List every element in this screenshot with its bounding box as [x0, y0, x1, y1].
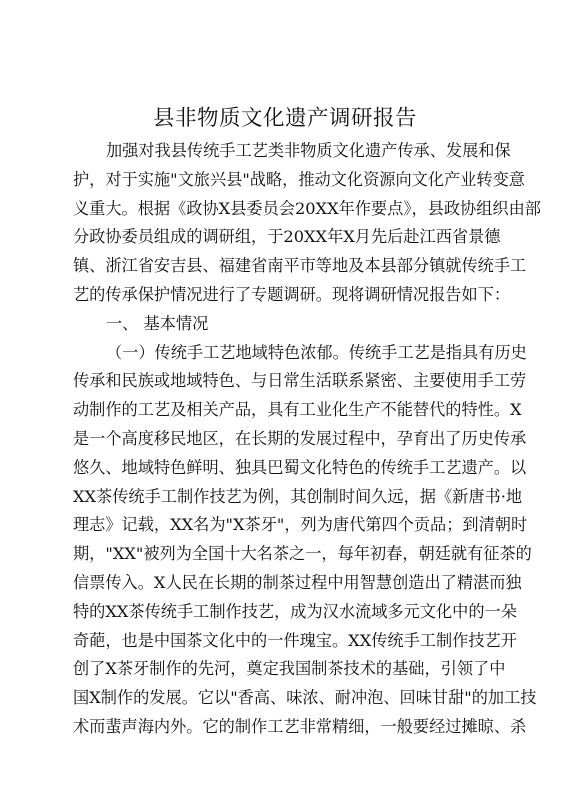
- intro-line: 义重大。根据《政协X县委员会20XX年作要点》，县政协组织由部: [73, 198, 541, 218]
- section-body-line: 创了X茶牙制作的先河，奠定我国制茶技术的基础，引领了中: [73, 659, 506, 679]
- section-body-line: 理志》记载，XX名为"X茶牙"，列为唐代第四个贡品；到清朝时: [73, 515, 528, 535]
- section-body-line: 国X制作的发展。它以"香高、味浓、耐冲泡、回味甘甜"的加工技: [73, 688, 537, 708]
- intro-line: 加强对我县传统手工艺类非物质文化遗产传承、发展和保: [106, 141, 511, 160]
- document-title: 县非物质文化遗产调研报告: [152, 106, 417, 131]
- section-body-line: 信票传入。X人民在长期的制茶过程中用智慧创造出了精湛而独: [73, 572, 522, 592]
- section-body-line: 期，"XX"被列为全国十大名茶之一，每年初春，朝廷就有征茶的: [73, 544, 532, 564]
- section-body-line: 悠久、地域特色鲜明、独具巴蜀文化特色的传统手工艺遗产。以: [73, 457, 527, 477]
- section-body-line: 动制作的工艺及相关产品，具有工业化生产不能替代的特性。X: [73, 400, 522, 420]
- intro-line: 镇、浙江省安吉县、福建省南平市等地及本县部分镇就传统手工: [73, 256, 527, 276]
- intro-line: 分政协委员组成的调研组，于20XX年X月先后赴江西省景德: [73, 227, 501, 247]
- section-body-line: XX茶传统手工制作技艺为例，其创制时间久远，据《新唐书·地: [73, 486, 523, 506]
- section-heading: 一、 基本情况: [106, 313, 209, 333]
- section-body-line: 是一个高度移民地区，在长期的发展过程中，孕育出了历史传承: [73, 428, 527, 448]
- intro-line: 护，对于实施"文旅兴县"战略，推动文化资源向文化产业转变意: [73, 169, 525, 189]
- section-body-line: 奇葩，也是中国茶文化中的一件瑰宝。XX传统手工制作技艺开: [73, 630, 517, 650]
- document-body: [73, 137, 541, 742]
- section-body-line: （一）传统手工艺地域特色浓郁。传统手工艺是指具有历史: [106, 342, 527, 362]
- section-body-line: 特的XX茶传统手工制作技艺，成为汉水流域多元文化中的一朵: [73, 601, 517, 621]
- section-body-line: 传承和民族或地域特色、与日常生活联系紧密、主要使用手工劳: [73, 371, 527, 391]
- intro-line: 艺的传承保护情况进行了专题调研。现将调研情况报告如下：: [73, 284, 511, 304]
- section-body-line: 术而蜚声海内外。它的制作工艺非常精细，一般要经过摊晾、杀: [73, 716, 527, 736]
